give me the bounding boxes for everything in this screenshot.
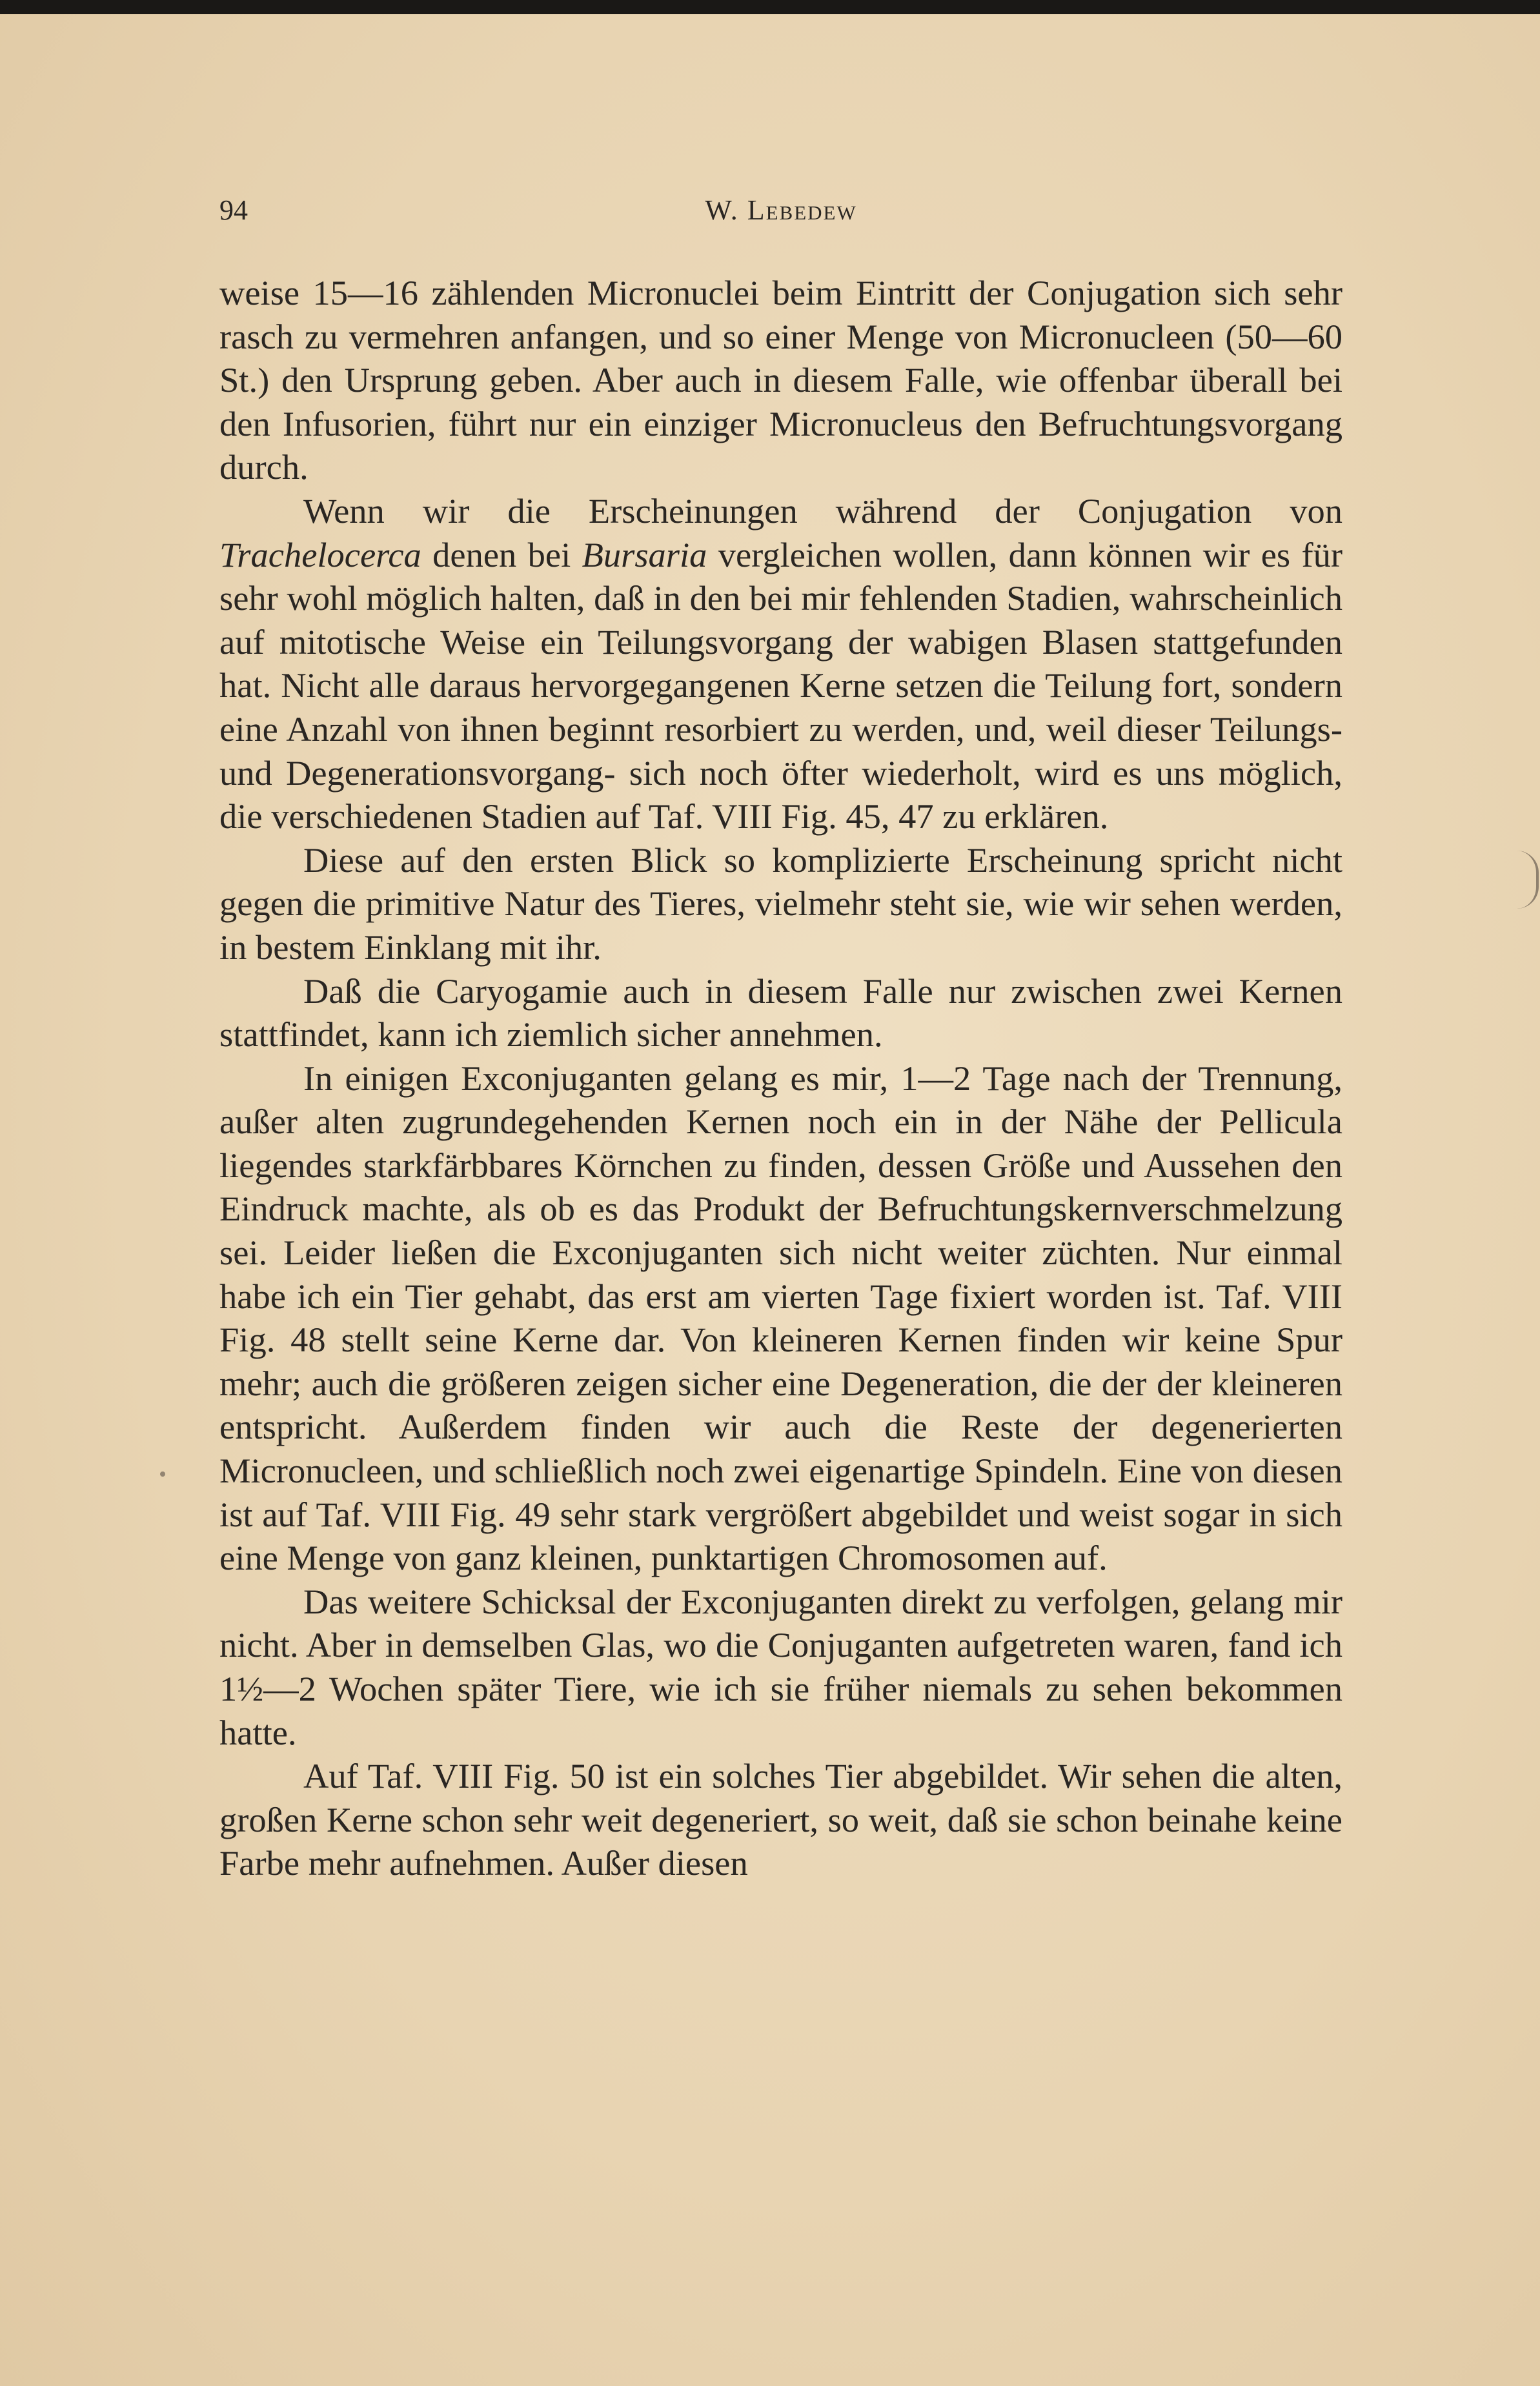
text-run: Auf Taf. VIII Fig. 50 ist ein solches Tier abgebildet. Wir sehen die alten, großen Kerne schon sehr weit degeneriert, so weit, daß sie schon beinahe keine Farbe mehr aufnehmen. Außer diesen: [219, 1756, 1342, 1883]
running-head: W. Lebedew: [705, 194, 857, 226]
paragraph-p2: [219, 489, 1342, 838]
text-run: Daß die Caryogamie auch in diesem Falle nur zwischen zwei Kernen stattfindet, kann ich ziemlich sicher annehmen.: [219, 971, 1342, 1055]
scan-top-border: [0, 0, 1540, 14]
paragraph-p6: [219, 1580, 1342, 1754]
italic-term: Trachelocerca: [219, 534, 421, 574]
paragraph-p5: [219, 1057, 1342, 1580]
text-run: Wenn wir die Erscheinungen während der Conjugation von: [303, 490, 1342, 531]
text-run: denen bei: [421, 534, 582, 574]
italic-term: Bursaria: [582, 534, 707, 574]
paragraph-p4: [219, 969, 1342, 1057]
paragraph-p7: [219, 1754, 1342, 1885]
text-run: weise 15—16 zählenden Micronuclei beim Eintritt der Conjugation sich sehr rasch zu vermehren anfangen, und so einer Menge von Micronucleen (50—60 St.) den Ursprung geben. Aber auch in diesem Falle, wie offenbar überall bei den Infusorien, führt nur ein einziger Micronucleus den Befruchtungsvorgang durch.: [219, 273, 1342, 487]
body-text: [219, 271, 1342, 1885]
paragraph-p1: [219, 271, 1342, 489]
paragraph-p3: [219, 838, 1342, 969]
text-run: In einigen Exconjuganten gelang es mir, 1—2 Tage nach der Trennung, außer alten zugrundegehenden Kernen noch ein in der Nähe der Pellicula liegendes starkfärbbares Körnchen zu finden, dessen Größe und Aussehen den Eindruck machte, als ob es das Produkt der Befruchtungskernverschmelzung sei. Leider ließen die Exconjuganten sich nicht weiter züchten. Nur einmal habe ich ein Tier gehabt, das erst am vierten Tage fixiert worden ist. Taf. VIII Fig. 48 stellt seine Kerne dar. Von kleineren Kernen finden wir keine Spur mehr; auch die größeren zeigen sicher eine Degeneration, die der der kleineren entspricht. Außerdem finden wir auch die Reste der degenerierten Micronucleen, und schließlich noch zwei eigenartige Spindeln. Eine von diesen ist auf Taf. VIII Fig. 49 sehr stark vergrößert abgebildet und weist sogar in sich eine Menge von ganz kleinen, punktartigen Chromosomen auf.: [219, 1058, 1342, 1578]
text-run: Diese auf den ersten Blick so komplizierte Erscheinung spricht nicht gegen die primitive Natur des Tieres, vielmehr steht sie, wie wir sehen werden, in bestem Einklang mit ihr.: [219, 840, 1342, 967]
margin-dot-mark: [160, 1471, 165, 1477]
page-header: [219, 194, 1342, 239]
text-run: Das weitere Schicksal der Exconjuganten direkt zu verfolgen, gelang mir nicht. Aber in demselben Glas, wo die Conjuganten aufgetreten waren, fand ich 1½—2 Wochen später Tiere, wie ich sie früher niemals zu sehen bekommen hatte.: [219, 1581, 1342, 1752]
page-number: 94: [219, 194, 248, 226]
text-run: vergleichen wollen, dann können wir es für sehr wohl möglich halten, daß in den bei mir fehlenden Stadien, wahrscheinlich auf mitotische Weise ein Teilungsvorgang der wabigen Blasen stattgefunden hat. Nicht alle daraus hervorgegangenen Kerne setzen die Teilung fort, sondern eine Anzahl von ihnen beginnt resorbiert zu werden, und, weil dieser Teilungs- und Degenerationsvorgang- sich noch öfter wiederholt, wird es uns möglich, die verschiedenen Stadien auf Taf. VIII Fig. 45, 47 zu erklären.: [219, 534, 1343, 836]
